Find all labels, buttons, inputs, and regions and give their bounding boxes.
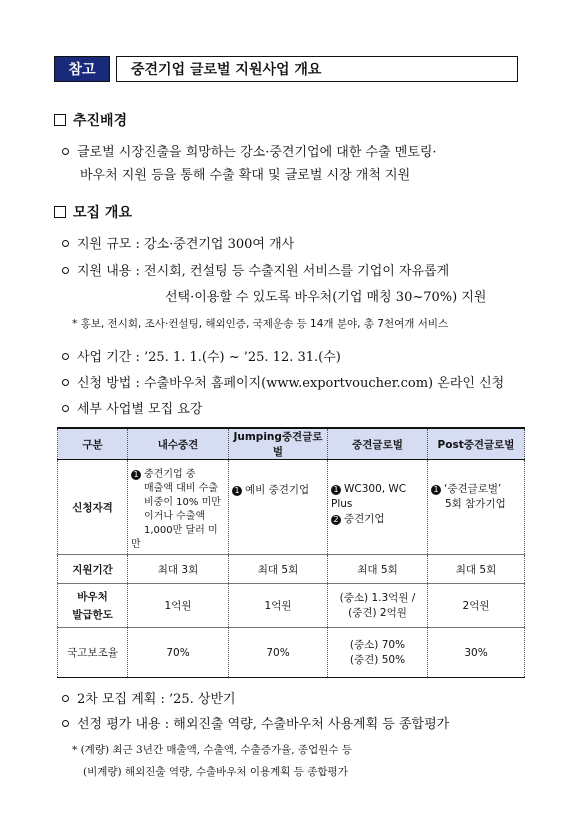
table-cell: 최대 3회 — [128, 555, 229, 584]
circle-bullet-icon — [62, 695, 69, 702]
overview-period: 사업 기간 : ’25. 1. 1.(수) ~ ’25. 12. 31.(수) — [62, 346, 341, 365]
table-cell: 1 WC300, WC Plus 2 중견기업 — [328, 460, 428, 555]
circle-bullet-icon — [62, 353, 69, 360]
table-header: 구분 — [58, 428, 128, 460]
table-header-row — [58, 428, 525, 460]
overview-content-note: * 홍보, 전시회, 조사·컨설팅, 해외인증, 국제운송 등 14개 분야, 총 7천여개 서비스 — [72, 318, 449, 330]
number-1-icon: 1 — [331, 485, 341, 495]
background-line-1: 글로벌 시장진출을 희망하는 강소·중견기업에 대한 수출 멘토링· — [62, 141, 437, 160]
page-title: 중견기업 글로벌 지원사업 개요 — [116, 56, 518, 82]
section-heading-background: 추진배경 — [54, 110, 127, 130]
table-header: Jumping중견글로벌 — [229, 428, 328, 460]
evaluation-note-2: (비계량) 해외진출 역량, 수출바우처 이용계획 등 종합평가 — [83, 766, 348, 778]
background-line-2: 바우처 지원 등을 통해 수출 확대 및 글로벌 시장 개척 지원 — [80, 168, 411, 183]
table-row-eligibility — [58, 460, 525, 555]
row-label: 지원기간 — [58, 555, 128, 584]
overview-scale: 지원 규모 : 강소·중견기업 300여 개사 — [62, 233, 294, 252]
number-1-icon: 1 — [232, 486, 242, 496]
table-cell: 30% — [428, 628, 525, 678]
page-header — [54, 56, 518, 82]
number-2-icon: 2 — [331, 515, 341, 525]
number-1-icon: 1 — [131, 470, 141, 480]
circle-bullet-icon — [62, 240, 69, 247]
table-header: 내수중견 — [128, 428, 229, 460]
table-cell: 1억원 — [128, 584, 229, 628]
table-row-subsidy — [58, 628, 525, 678]
table-cell: 최대 5회 — [229, 555, 328, 584]
row-label: 국고보조율 — [58, 628, 128, 678]
circle-bullet-icon — [62, 267, 69, 274]
table-cell: (중소) 70% (중견) 50% — [328, 628, 428, 678]
square-bullet-icon — [54, 114, 66, 126]
overview-detail: 세부 사업별 모집 요강 — [62, 398, 202, 417]
table-cell: 70% — [128, 628, 229, 678]
section-heading-overview: 모집 개요 — [54, 202, 132, 222]
square-bullet-icon — [54, 206, 66, 218]
table-cell: 2억원 — [428, 584, 525, 628]
evaluation-note-1: * (계량) 최근 3년간 매출액, 수출액, 수출증가율, 종업원수 등 — [72, 744, 352, 756]
reference-tag: 참고 — [54, 56, 110, 82]
table-cell: 1억원 — [229, 584, 328, 628]
table-header: Post중견글로벌 — [428, 428, 525, 460]
overview-method: 신청 방법 : 수출바우처 홈페이지(www.exportvoucher.com) 온라인 신청 — [62, 372, 504, 391]
evaluation-content: 선정 평가 내용 : 해외진출 역량, 수출바우처 사용계획 등 종합평가 — [62, 713, 449, 732]
recruitment-table — [57, 427, 525, 678]
row-label: 바우처 발급한도 — [58, 584, 128, 628]
overview-content-cont: 선택·이용할 수 있도록 바우처(기업 매칭 30~70%) 지원 — [165, 290, 487, 305]
table-row-period — [58, 555, 525, 584]
table-cell: 최대 5회 — [428, 555, 525, 584]
table-cell: 70% — [229, 628, 328, 678]
circle-bullet-icon — [62, 720, 69, 727]
overview-content: 지원 내용 : 전시회, 컨설팅 등 수출지원 서비스를 기업이 자유롭게 — [62, 260, 449, 279]
table-row-limit — [58, 584, 525, 628]
row-label: 신청자격 — [58, 460, 128, 555]
second-recruitment-plan: 2차 모집 계획 : ’25. 상반기 — [62, 688, 236, 707]
table-cell: 1 예비 중견기업 — [229, 460, 328, 555]
table-cell: 1 중견기업 중 매출액 대비 수출 비중이 10% 미만 이거나 수출액 1,000만 달러 미만 — [128, 460, 229, 555]
table-cell: (중소) 1.3억원 / (중견) 2억원 — [328, 584, 428, 628]
table-cell: 최대 5회 — [328, 555, 428, 584]
table-cell: 1 ‘중견글로벌’ 5회 참가기업 — [428, 460, 525, 555]
circle-bullet-icon — [62, 405, 69, 412]
circle-bullet-icon — [62, 148, 69, 155]
number-1-icon: 1 — [431, 485, 441, 495]
circle-bullet-icon — [62, 379, 69, 386]
table-header: 중견글로벌 — [328, 428, 428, 460]
